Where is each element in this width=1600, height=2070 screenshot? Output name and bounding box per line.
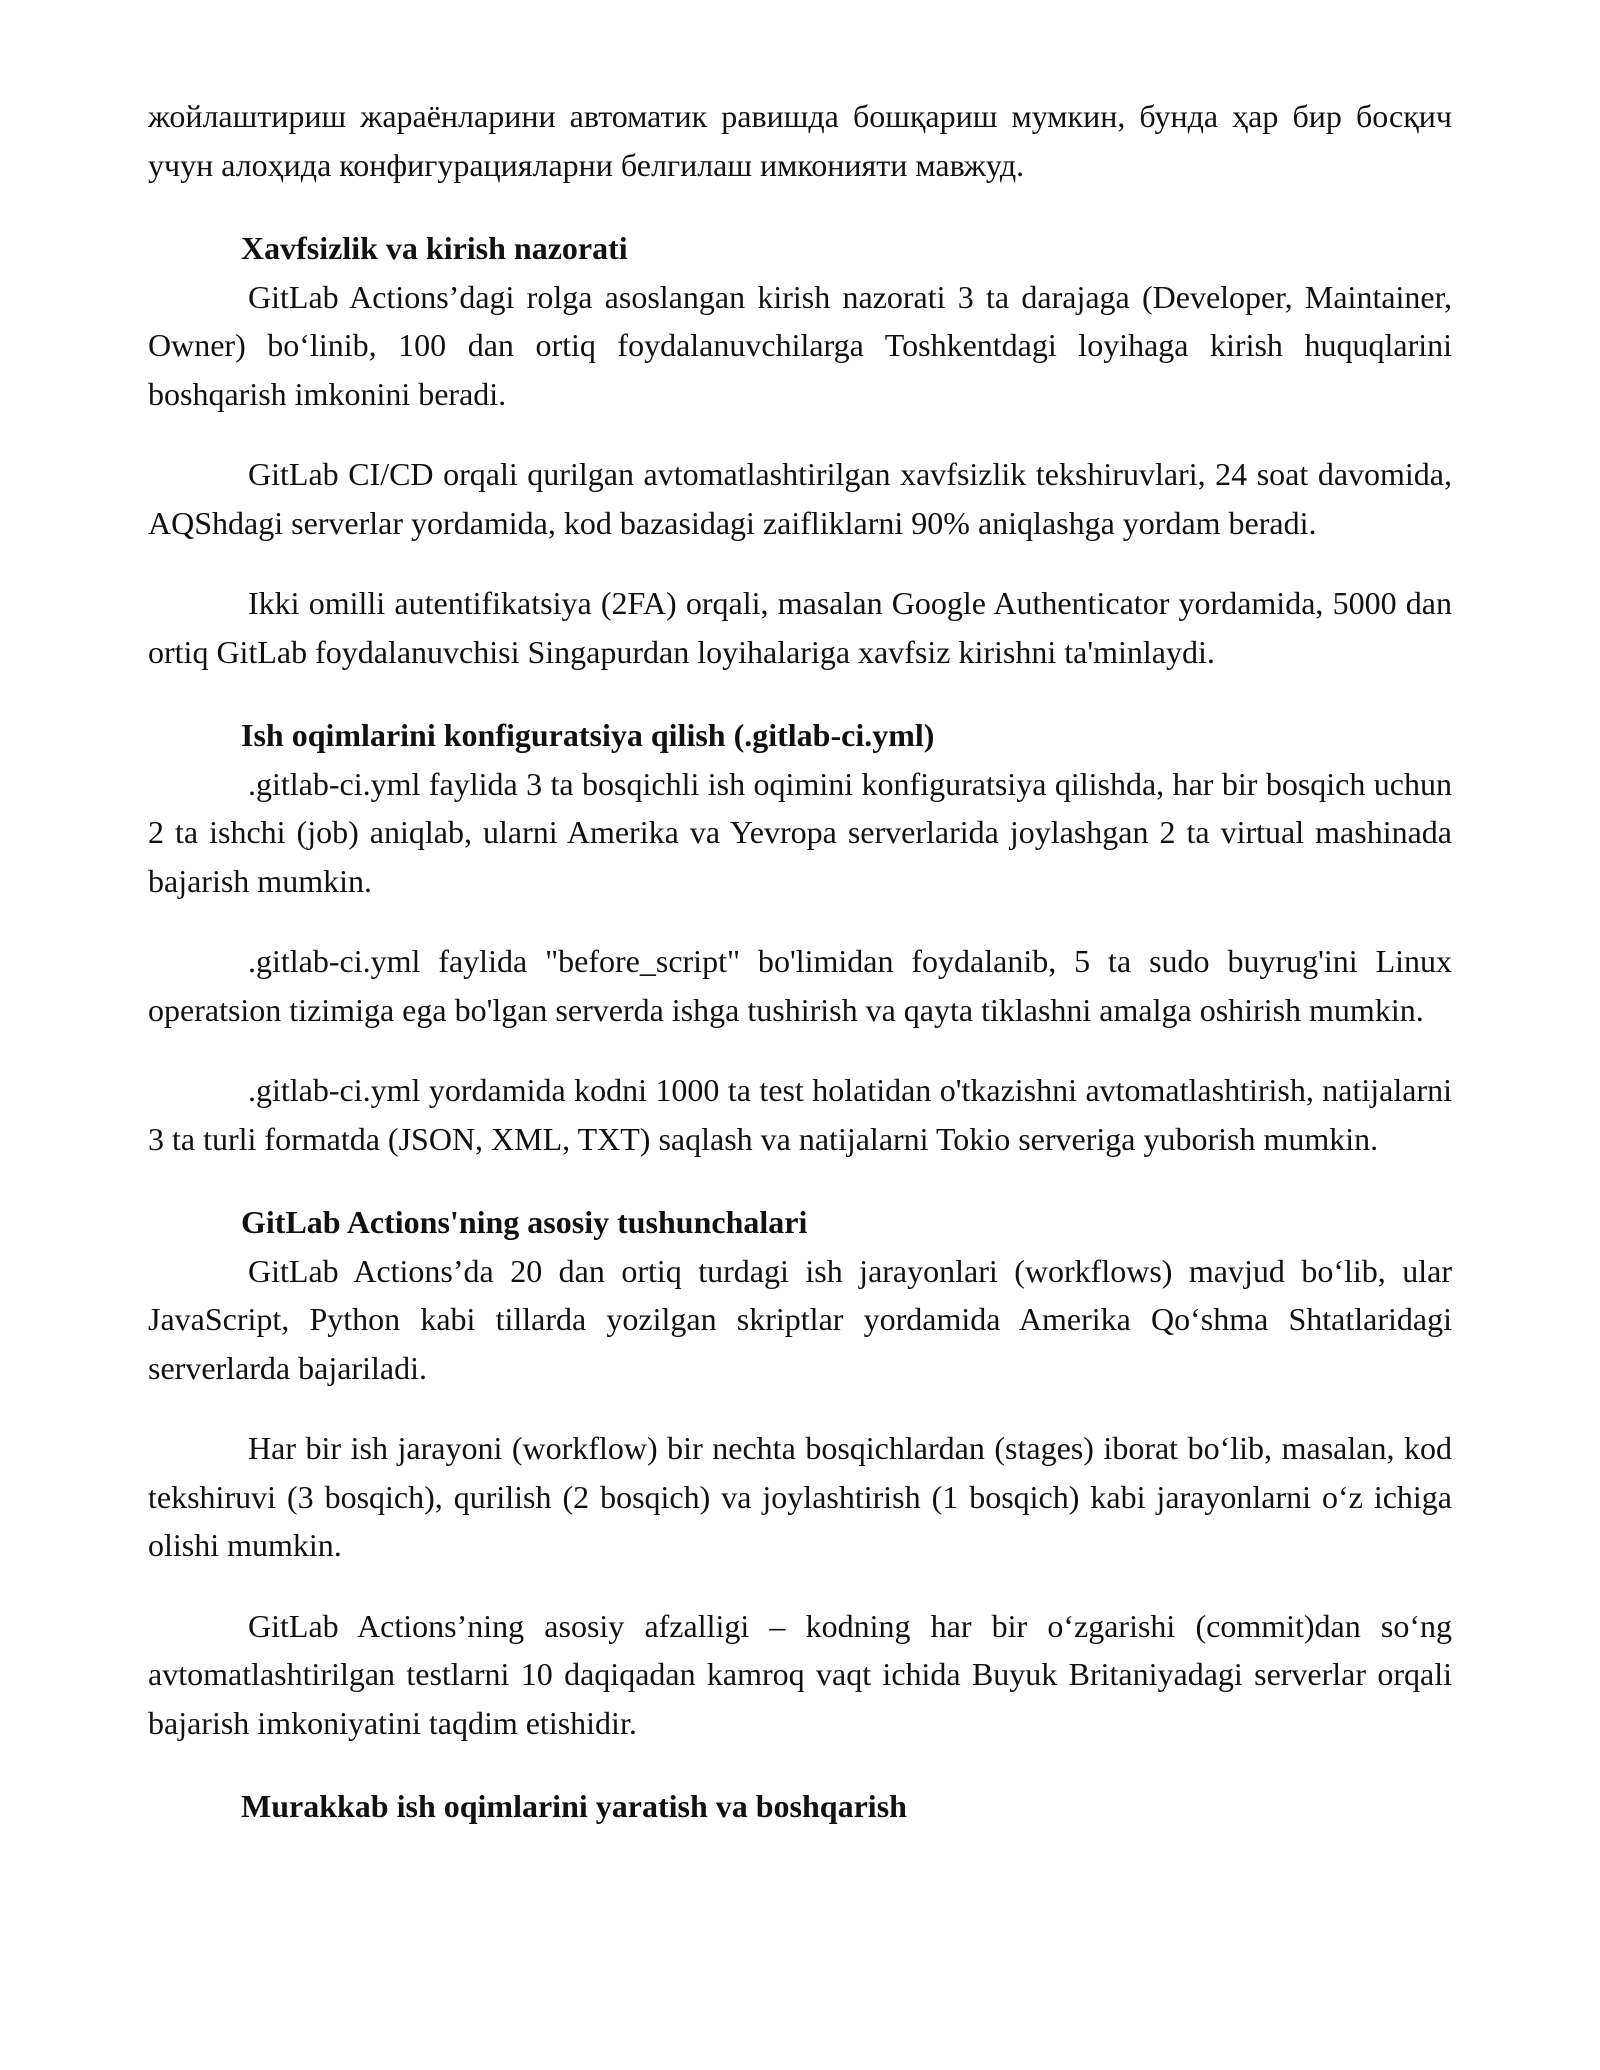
paragraph: GitLab CI/CD orqali qurilgan avtomatlashtirilgan xavfsizlik tekshiruvlari, 24 soat davomida, AQShdagi serverlar yordamida, kod bazasidagi zaifliklarni 90% aniqlashga yordam beradi.: [148, 456, 1452, 541]
document-page: [148, 92, 1452, 1831]
section-heading-complex-workflows: Murakkab ish oqimlarini yaratish va boshqarish: [241, 1788, 907, 1824]
paragraph: GitLab Actions’da 20 dan ortiq turdagi ish jarayonlari (workflows) mavjud bo‘lib, ular JavaScript, Python kabi tillarda yozilgan skriptlar yordamida Amerika Qo‘shma Shtatlaridagi serverlarda bajariladi.: [148, 1252, 1452, 1386]
section-heading-basic-concepts: GitLab Actions'ning asosiy tushunchalari: [241, 1204, 808, 1240]
paragraph: Har bir ish jarayoni (workflow) bir nechta bosqichlardan (stages) iborat bo‘lib, masalan, kod tekshiruvi (3 bosqich), qurilish (2 bosqich) va joylashtirish (1 bosqich) kabi jarayonlarni o‘z ichiga olishi mumkin.: [148, 1430, 1452, 1563]
intro-paragraph: жойлаштириш жараёнларини автоматик равишда бошқариш мумкин, бунда ҳар бир босқич учун алоҳида конфигурацияларни белгилаш имконияти мавжуд.: [148, 98, 1452, 183]
paragraph: .gitlab-ci.yml faylida "before_script" bo'limidan foydalanib, 5 ta sudo buyrug'ini Linux operatsion tizimiga ega bo'lgan serverda ishga tushirish va qayta tiklashni amalga oshirish mumkin.: [148, 943, 1452, 1028]
paragraph: GitLab Actions’dagi rolga asoslangan kirish nazorati 3 ta darajaga (Developer, Maintainer, Owner) bo‘linib, 100 dan ortiq foydalanuvchilarga Toshkentdagi loyihaga kirish huquqlarini boshqarish imkonini beradi.: [148, 278, 1452, 412]
paragraph: .gitlab-ci.yml faylida 3 ta bosqichli ish oqimini konfiguratsiya qilishda, har bir bosqich uchun 2 ta ishchi (job) aniqlab, ularni Amerika va Yevropa serverlarida joylashgan 2 ta virtual mashinada bajarish mumkin.: [148, 765, 1452, 899]
paragraph: Ikki omilli autentifikatsiya (2FA) orqali, masalan Google Authenticator yordamida, 5000 dan ortiq GitLab foydalanuvchisi Singapurdan loyihalariga xavfsiz kirishni ta'minlaydi.: [148, 585, 1452, 670]
section-heading-security: Xavfsizlik va kirish nazorati: [241, 230, 628, 266]
section-heading-workflow-config: Ish oqimlarini konfiguratsiya qilish (.gitlab-ci.yml): [241, 717, 935, 753]
paragraph: GitLab Actions’ning asosiy afzalligi – kodning har bir o‘zgarishi (commit)dan so‘ng avtomatlashtirilgan testlarni 10 daqiqadan kamroq vaqt ichida Buyuk Britaniyadagi serverlar orqali bajarish imkoniyatini taqdim etishidir.: [148, 1607, 1452, 1741]
paragraph: .gitlab-ci.yml yordamida kodni 1000 ta test holatidan o'tkazishni avtomatlashtirish, natijalarni 3 ta turli formatda (JSON, XML, TXT) saqlash va natijalarni Tokio serveriga yuborish mumkin.: [148, 1072, 1452, 1157]
